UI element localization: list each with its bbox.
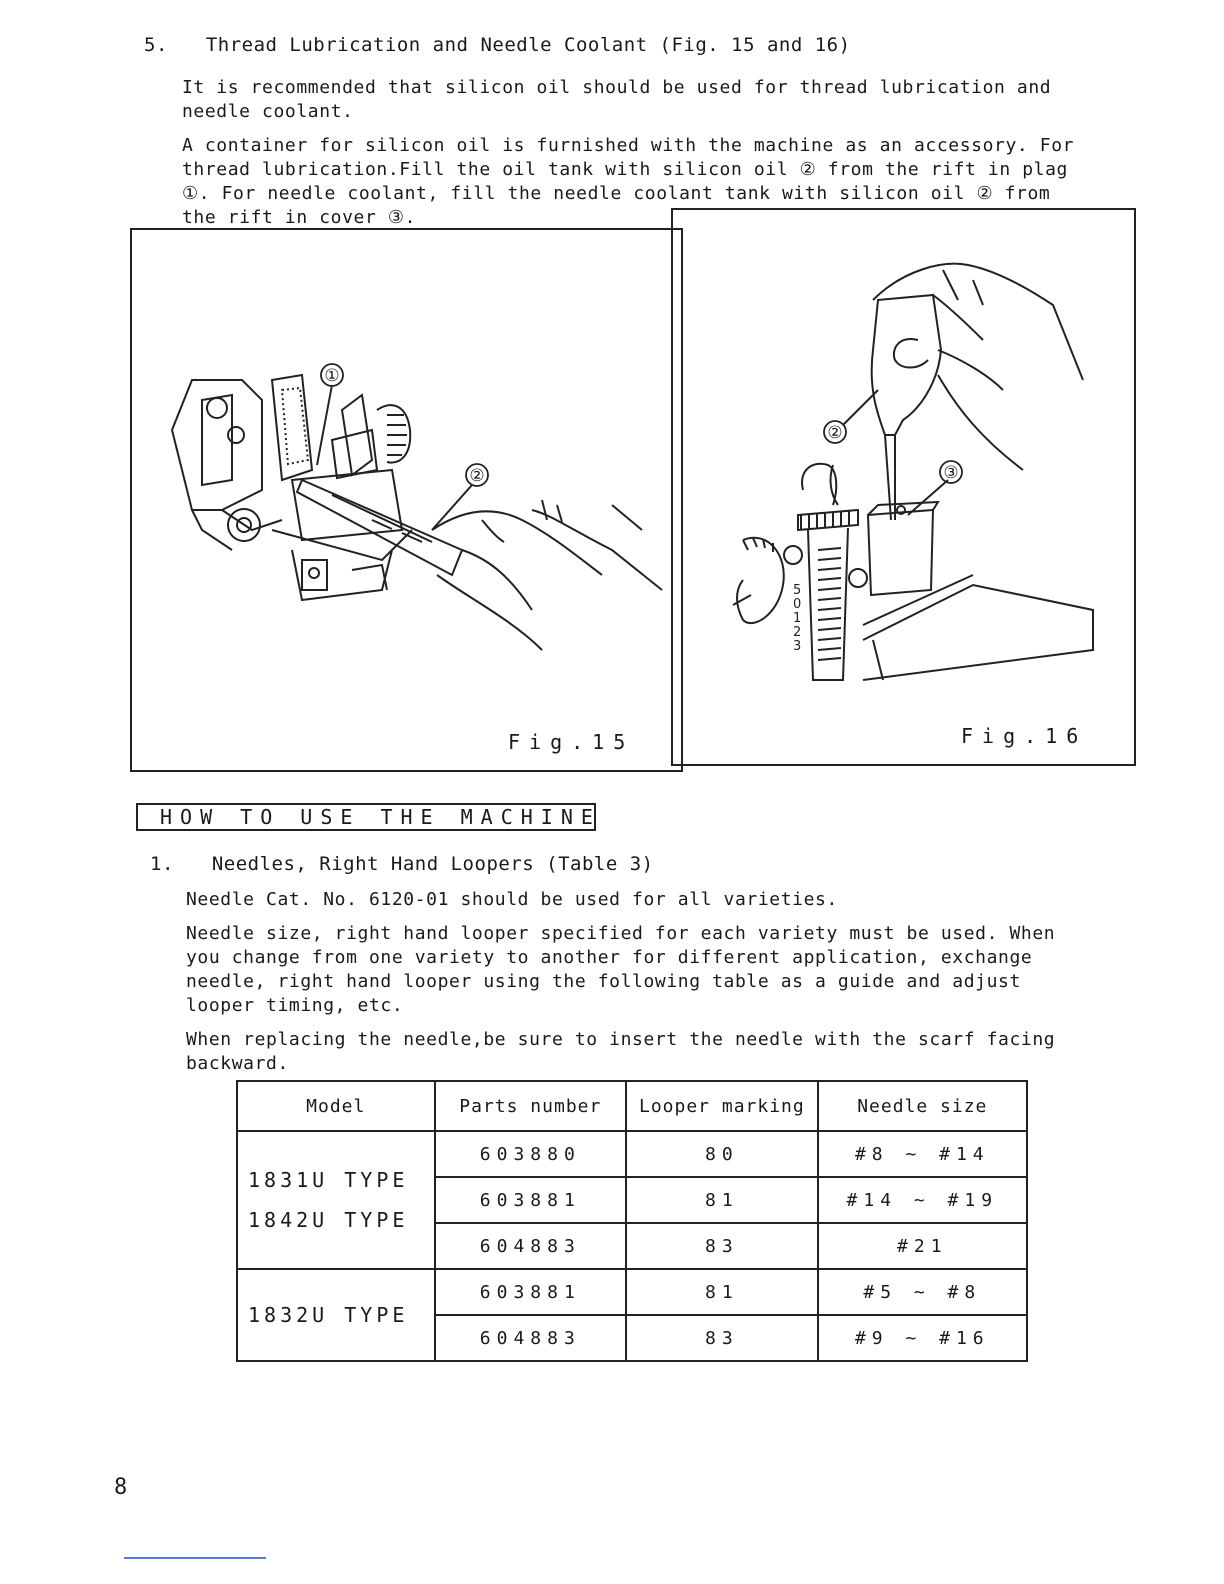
dial-mark: 5 [793, 583, 802, 598]
callout-3: ③ [943, 463, 959, 483]
paragraph: When replacing the needle,be sure to insert the needle with the scarf facing backward. [186, 1029, 1056, 1074]
parts-number: 604883 [435, 1223, 627, 1269]
footer-rule [124, 1557, 266, 1559]
looper-marking: 83 [626, 1223, 818, 1269]
section-number: 1. [150, 853, 174, 875]
section-1-body [186, 888, 1086, 1086]
needle-size: #5 ~ #8 [818, 1269, 1027, 1315]
looper-marking: 80 [626, 1131, 818, 1177]
section-title: Needles, Right Hand Loopers (Table 3) [211, 853, 654, 875]
needle-size: #14 ~ #19 [818, 1177, 1027, 1223]
header-needle-size: Needle size [818, 1081, 1027, 1131]
section-number: 5. [144, 34, 168, 56]
parts-number: 603881 [435, 1269, 627, 1315]
looper-marking: 81 [626, 1269, 818, 1315]
header-model: Model [237, 1081, 435, 1131]
parts-number: 603881 [435, 1177, 627, 1223]
model-name: 1832U TYPE [248, 1303, 409, 1327]
figure-15-caption: Fig.15 [508, 730, 635, 754]
needle-size: #21 [818, 1223, 1027, 1269]
dial-mark: 1 [793, 611, 802, 626]
figure-16-caption: Fig.16 [961, 724, 1088, 748]
paragraph: Needle size, right hand looper specified for each variety must be used. When you change from one variety to another for different application, exchange needle, right hand looper using the following table as a guide and adjust looper timing, etc. [186, 923, 1056, 1016]
needle-size: #9 ~ #16 [818, 1315, 1027, 1361]
looper-marking: 81 [626, 1177, 818, 1223]
table-header-row [237, 1081, 1027, 1131]
figure-16 [671, 208, 1136, 766]
dial-mark: 2 [793, 625, 802, 640]
model-name: 1842U TYPE [248, 1208, 409, 1232]
model-group-2 [237, 1269, 435, 1361]
figure-15-illustration [132, 230, 681, 770]
model-group-1 [237, 1131, 435, 1269]
table-row [237, 1269, 1027, 1315]
dial-mark: 0 [793, 597, 802, 612]
looper-marking: 83 [626, 1315, 818, 1361]
callout-1: ① [324, 366, 340, 386]
figure-16-illustration [673, 210, 1134, 764]
paragraph: It is recommended that silicon oil should be used for thread lubrication and needle coolant. [182, 77, 1052, 122]
section-title: Thread Lubrication and Needle Coolant (Fig. 15 and 16) [205, 34, 851, 56]
section-1-heading [150, 853, 654, 875]
callout-2: ② [827, 423, 843, 443]
callout-2: ② [469, 466, 485, 486]
paragraph: Needle Cat. No. 6120-01 should be used for all varieties. [186, 889, 838, 910]
table-row [237, 1131, 1027, 1177]
header-parts-number: Parts number [435, 1081, 627, 1131]
how-to-use-banner: HOW TO USE THE MACHINE [136, 803, 596, 831]
figure-15 [130, 228, 683, 772]
needle-looper-table [236, 1080, 1028, 1362]
parts-number: 604883 [435, 1315, 627, 1361]
header-looper-marking: Looper marking [626, 1081, 818, 1131]
paragraph: A container for silicon oil is furnished with the machine as an accessory. For thread lubrication.Fill the oil tank with silicon oil ② from the rift in plag ①. For needle coolant, fill the needle coolant tank with silicon oil ② from the rift in cover ③. [182, 135, 1075, 228]
dial-mark: 3 [793, 639, 802, 654]
parts-number: 603880 [435, 1131, 627, 1177]
needle-size: #8 ~ #14 [818, 1131, 1027, 1177]
page-number: 8 [114, 1475, 128, 1500]
section-5-heading [144, 34, 851, 56]
model-name: 1831U TYPE [248, 1168, 409, 1192]
